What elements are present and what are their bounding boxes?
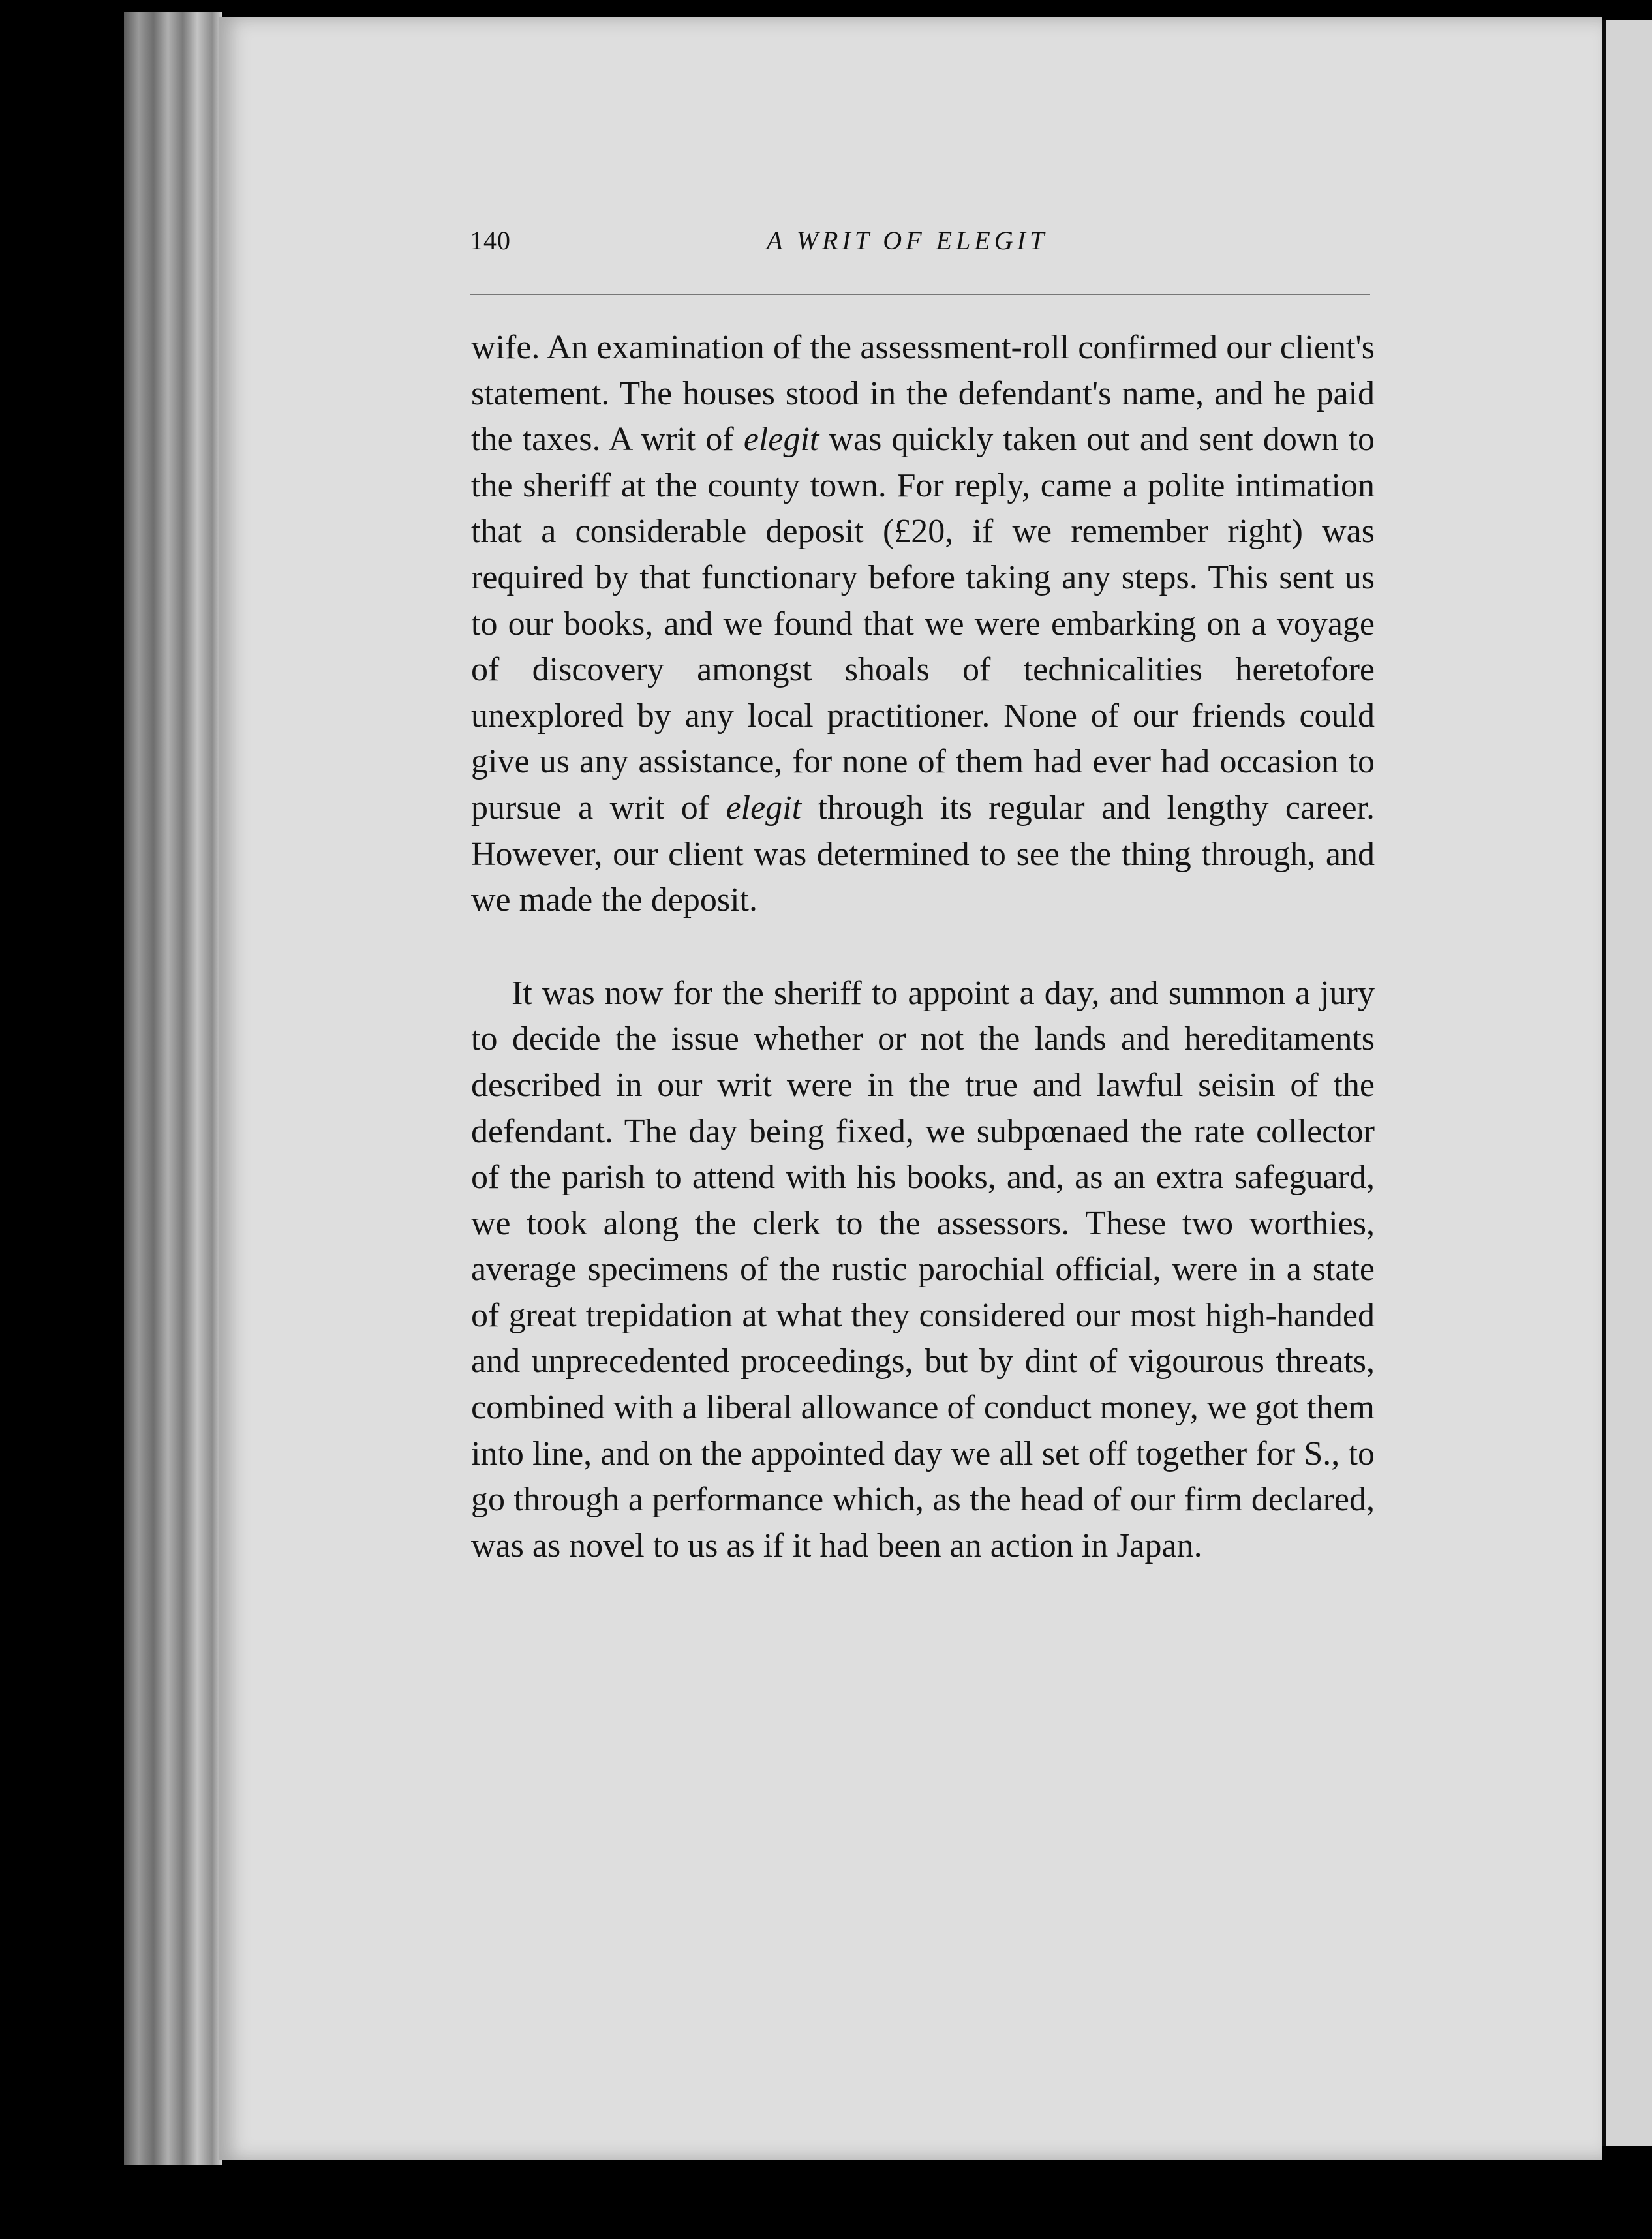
paragraph-1-text: was quickly taken out and sent down to the sheriff at the county town. For reply, came a polite intimation that a considerable deposit (£20, if we remember right) was required by that functionary before taking any steps. This sent us to our books, and we found that we were embarking on a voyage of discovery amongst shoals of technicalities heretofore unexplored by any local practitioner. None of our friends could give us any assistance, for none of them had ever had occasion to pursue a writ of	[471, 421, 1375, 827]
running-head	[470, 225, 1370, 264]
page-number: 140	[470, 226, 511, 255]
body-text	[471, 325, 1375, 1569]
paragraph-1	[471, 325, 1375, 924]
book-page-edges	[124, 12, 222, 2165]
paragraph-1-text: wife. An examination of the assessment-roll confirmed our client's statement. The houses stood in the defendant's name, and he paid the taxes. A writ of	[471, 329, 1375, 459]
paragraph-1-text: through its regular and lengthy career. However, our client was determined to see the thing through, and we made the deposit.	[471, 789, 1375, 919]
paragraph-1-italic-term: elegit	[743, 421, 819, 459]
facing-page-edge	[1602, 20, 1652, 2146]
paragraph-2: It was now for the sheriff to appoint a day, and summon a jury to decide the issue whether or not the lands and hereditaments described in our writ were in the true and lawful seisin of the defendant. The day being fixed, we subpœnaed the rate collector of the parish to attend with his books, and, as an extra safeguard, we took along the clerk to the assessors. These two worthies, average specimens of the rustic parochial official, were in a state of great trepidation at what they considered our most high-handed and unprecedented proceedings, but by dint of vigourous threats, combined with a liberal allowance of conduct money, we got them into line, and on the appointed day we all set off together for S., to go through a performance which, as the head of our firm declared, was as novel to us as if it had been an action in Japan.	[471, 974, 1375, 1564]
running-title: A WRIT OF ELEGIT	[767, 226, 1048, 255]
header-rule	[470, 294, 1370, 295]
paragraph-1-italic-term: elegit	[726, 789, 802, 827]
